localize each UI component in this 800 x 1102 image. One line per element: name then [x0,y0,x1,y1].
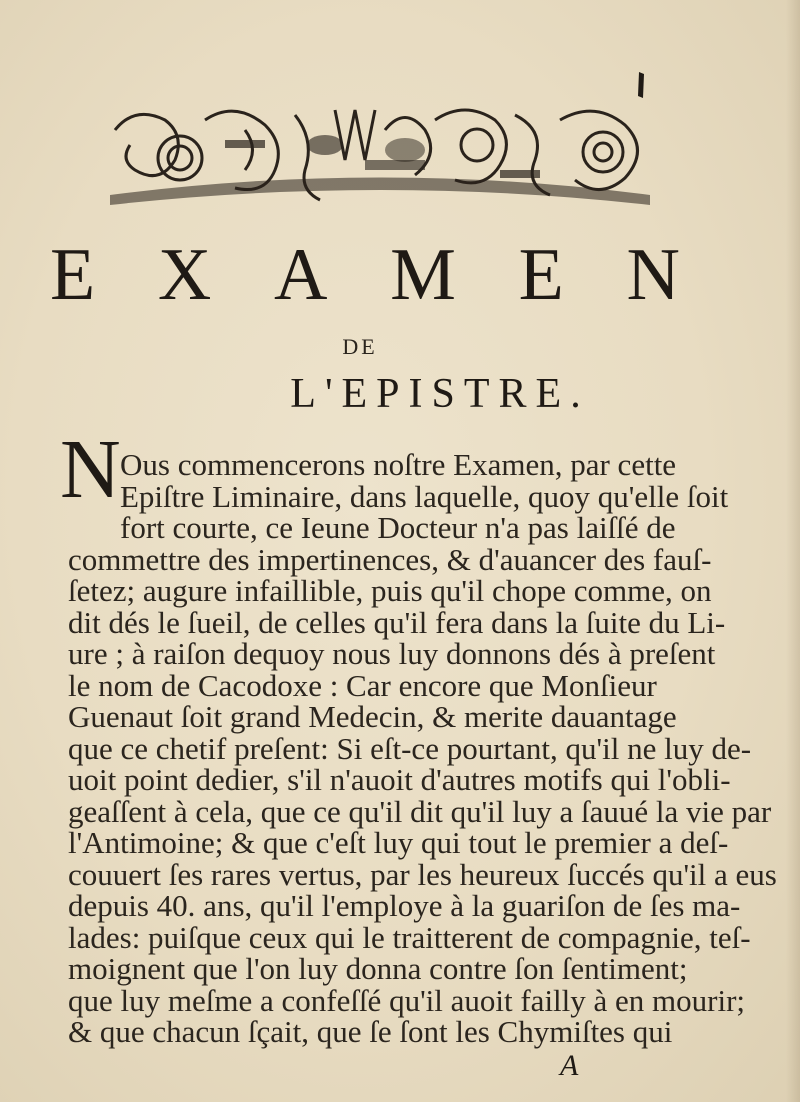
text-line: depuis 40. ans, qu'il l'employe à la guariſon de ſes ma- [68,888,741,923]
text-line: que luy meſme a confeſſé qu'il auoit failly à en mourir; [68,982,746,1018]
text-line: & que chacun ſçait, que ſe ſont les Chymiſtes qui [68,1014,673,1049]
catchword: A [560,1048,579,1082]
text-line: ure ; à raiſon dequoy nous luy donnons dés à preſent [68,636,716,671]
text-line: fort courte, ce Ieune Docteur n'a pas laiſſé de [120,510,676,545]
text-line: le nom de Cacodoxe : Car encore que Monſieur [68,667,657,703]
page-edge-shadow [786,0,800,1102]
text-line: l'Antimoine; & que c'eſt luy qui tout le premier a deſ- [68,825,729,860]
drop-capital: N [60,423,121,516]
text-line: commettre des impertinences, & d'auancer des fauſ- [68,541,712,577]
text-line: dit dés le ſueil, de celles qu'il fera dans la ſuite du Li- [68,604,726,640]
text-line: couuert ſes rares vertus, par les heureux ſuccés qu'il a eus [68,856,777,892]
text-line: moignent que l'on luy donna contre ſon ſentiment; [68,951,688,986]
text-line: uoit point dedier, s'il n'auoit d'autres motifs qui l'obli- [68,762,731,797]
subtitle: L'EPISTRE. [290,371,590,417]
page-title: E X A M E N [50,234,680,316]
text-line: lades: puiſque ceux qui le traitterent de compagnie, teſ- [68,919,751,955]
text-line: geaſſent à cela, que ce qu'il dit qu'il luy a ſauué la vie par [68,793,772,829]
text-line: Ous commencerons noſtre Examen, par cette [120,447,677,482]
title-connector: DE [342,334,378,359]
text-line: Guenaut ſoit grand Medecin, & merite dauantage [68,699,677,734]
text-line: ſetez; augure infaillible, puis qu'il chope comme, on [68,573,712,608]
ornamental-headpiece-icon [105,100,655,210]
ink-mark-icon [636,72,646,100]
text-line: que ce chetif preſent: Si eſt-ce pourtant, qu'il ne luy de- [68,730,752,766]
text-line: Epiſtre Liminaire, dans laquelle, quoy qu'elle ſoit [120,478,729,514]
